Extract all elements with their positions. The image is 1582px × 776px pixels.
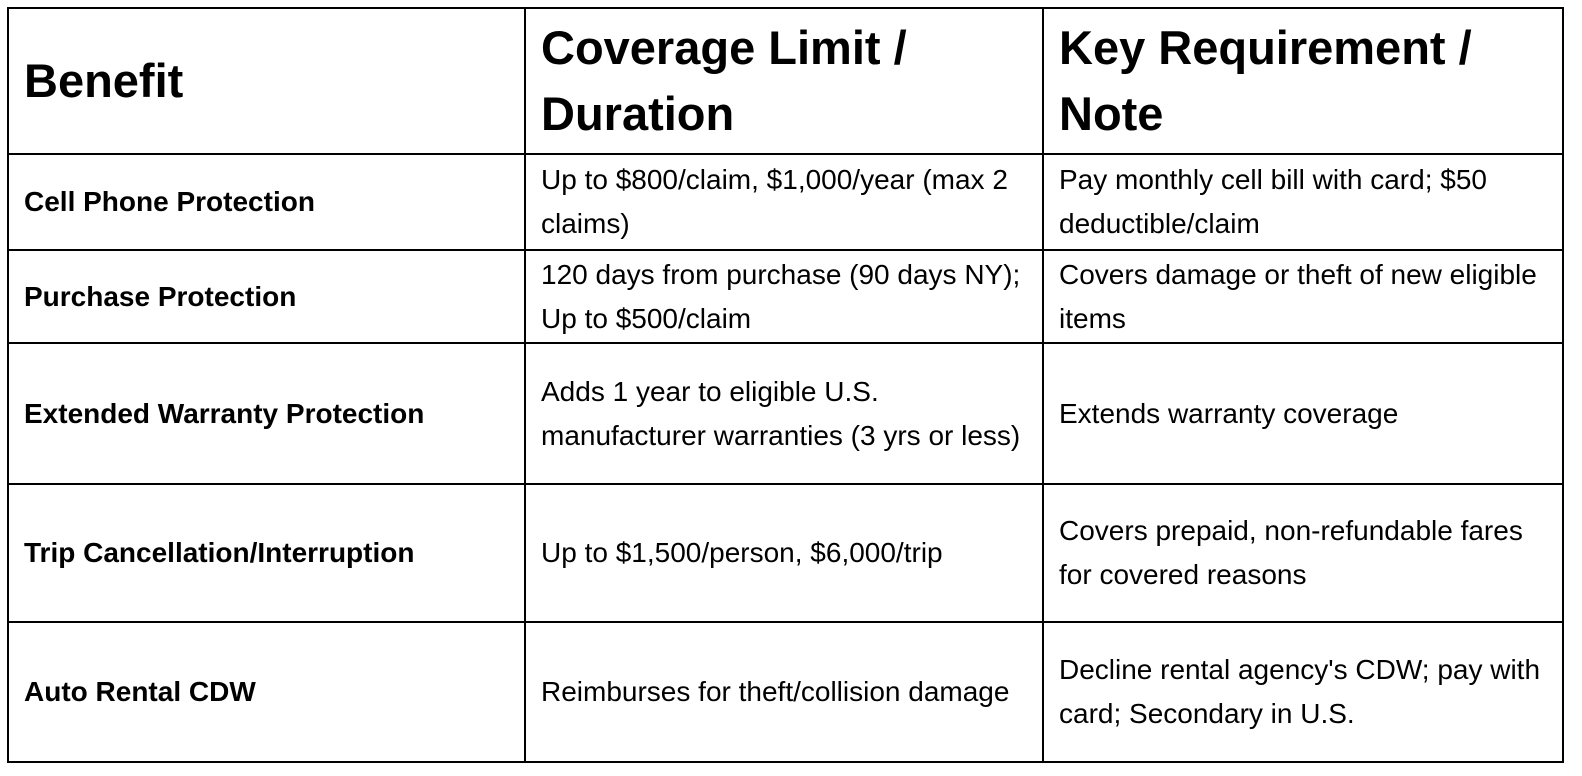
note-cell: Extends warranty coverage <box>1043 343 1563 484</box>
note-cell: Decline rental agency's CDW; pay with card; Secondary in U.S. <box>1043 622 1563 762</box>
benefit-cell: Extended Warranty Protection <box>8 343 525 484</box>
benefit-cell: Purchase Protection <box>8 250 525 343</box>
coverage-cell: Reimburses for theft/collision damage <box>525 622 1043 762</box>
table-row <box>8 484 1563 622</box>
benefit-cell: Auto Rental CDW <box>8 622 525 762</box>
coverage-cell: Up to $800/claim, $1,000/year (max 2 claims) <box>525 154 1043 250</box>
table-row <box>8 343 1563 484</box>
header-coverage-limit: Coverage Limit / Duration <box>525 8 1043 154</box>
header-key-requirement: Key Requirement / Note <box>1043 8 1563 154</box>
table-row <box>8 622 1563 762</box>
table-row <box>8 250 1563 343</box>
table-header-row <box>8 8 1563 154</box>
benefit-cell: Cell Phone Protection <box>8 154 525 250</box>
note-cell: Pay monthly cell bill with card; $50 deductible/claim <box>1043 154 1563 250</box>
coverage-cell: 120 days from purchase (90 days NY); Up to $500/claim <box>525 250 1043 343</box>
benefit-cell: Trip Cancellation/Interruption <box>8 484 525 622</box>
coverage-cell: Up to $1,500/person, $6,000/trip <box>525 484 1043 622</box>
note-cell: Covers prepaid, non-refundable fares for covered reasons <box>1043 484 1563 622</box>
note-cell: Covers damage or theft of new eligible items <box>1043 250 1563 343</box>
coverage-cell: Adds 1 year to eligible U.S. manufacturer warranties (3 yrs or less) <box>525 343 1043 484</box>
benefits-table <box>7 7 1564 763</box>
table-row <box>8 154 1563 250</box>
header-benefit: Benefit <box>8 8 525 154</box>
benefits-table-container <box>7 7 1564 763</box>
